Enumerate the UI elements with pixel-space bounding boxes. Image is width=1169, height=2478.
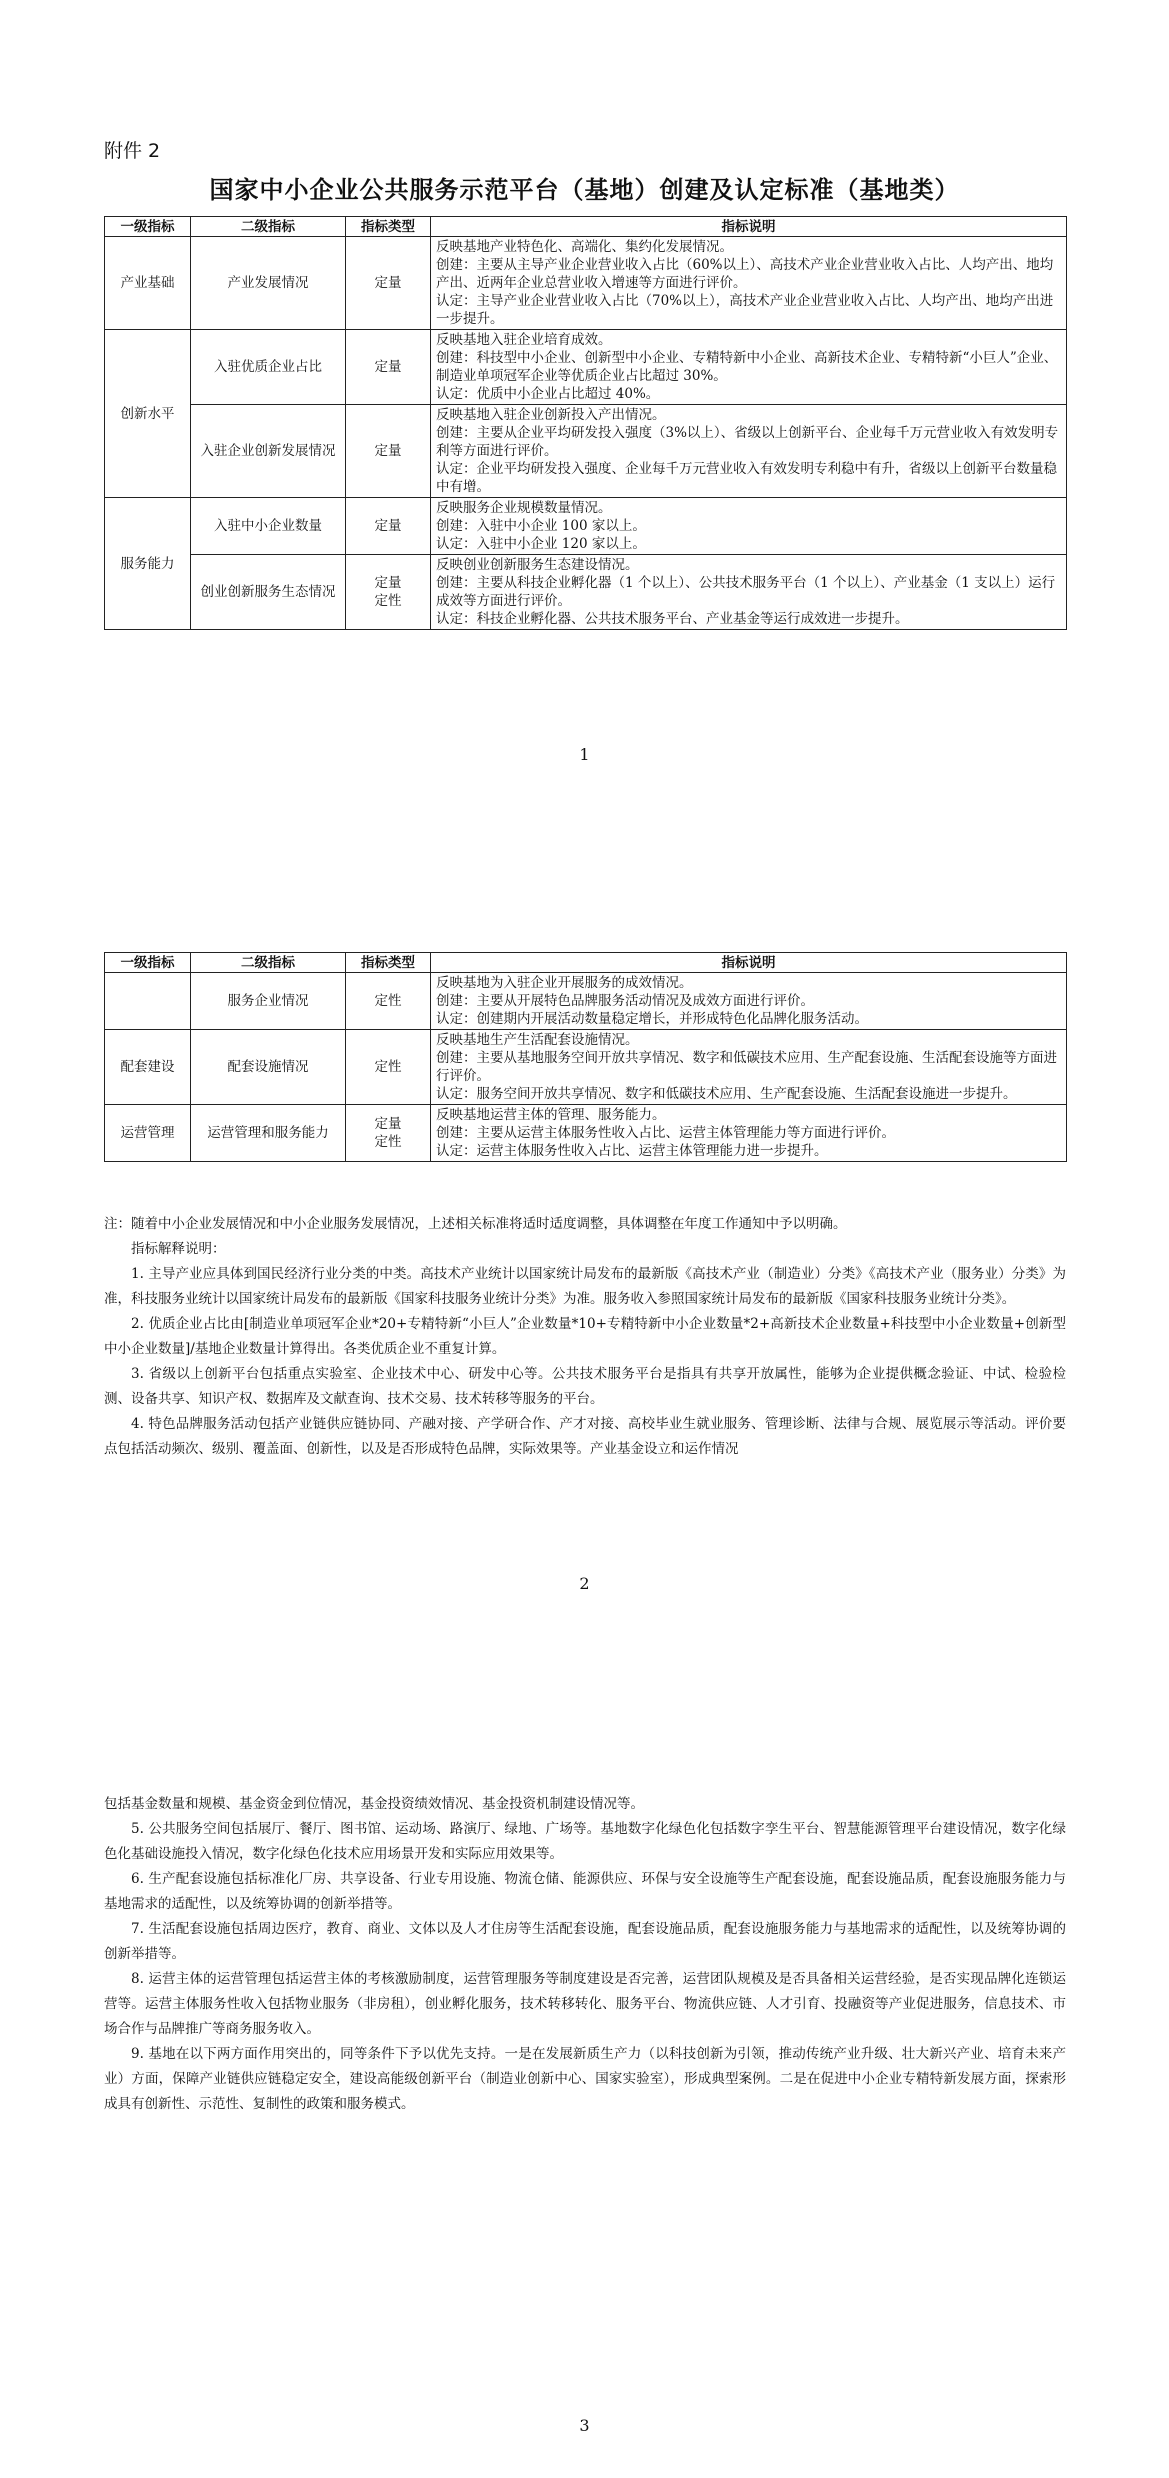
indicator-type-cell: 定量 — [346, 237, 431, 330]
note-paragraph: 2. 优质企业占比由[制造业单项冠军企业*20+专精特新“小巨人”企业数量*10+专精特新中小企业数量*2+高新技术企业数量+科技型中小企业数量+创新型中小企业数量]/基地企业数量计算得出。各类优质企业不重复计算。 — [104, 1316, 1066, 1357]
level1-indicator-cell: 服务能力 — [105, 498, 191, 630]
level2-indicator-cell: 配套设施情况 — [191, 1030, 346, 1105]
level2-indicator-cell: 创业创新服务生态情况 — [191, 555, 346, 630]
page-3 — [0, 1652, 1169, 2478]
indicator-description-cell — [431, 405, 1067, 498]
header-description: 指标说明 — [431, 217, 1067, 237]
description-line: 认定：创建期内开展活动数量稳定增长，并形成特色化品牌化服务活动。 — [436, 1011, 868, 1027]
table-row — [105, 1030, 1067, 1105]
table-row — [105, 555, 1067, 630]
table-body — [105, 237, 1067, 630]
header-type: 指标类型 — [346, 217, 431, 237]
indicator-description-cell — [431, 1105, 1067, 1162]
description-line: 反映基地生产生活配套设施情况。 — [436, 1032, 639, 1048]
level1-indicator-cell: 运营管理 — [105, 1105, 191, 1162]
level2-indicator-cell: 服务企业情况 — [191, 973, 346, 1030]
table-body — [105, 973, 1067, 1162]
table-header-row — [105, 217, 1067, 237]
indicator-type-cell: 定量 — [346, 498, 431, 555]
header-level2: 二级指标 — [191, 217, 346, 237]
table-row — [105, 498, 1067, 555]
page-number: 3 — [579, 2416, 590, 2435]
header-type: 指标类型 — [346, 953, 431, 973]
description-line: 创建：主要从科技企业孵化器（1 个以上）、公共技术服务平台（1 个以上）、产业基金（1 支以上）运行成效等方面进行评价。 — [436, 575, 1056, 609]
description-line: 反映基地产业特色化、高端化、集约化发展情况。 — [436, 239, 733, 255]
level1-indicator-cell: 产业基础 — [105, 237, 191, 330]
description-line: 反映创业创新服务生态建设情况。 — [436, 557, 639, 573]
indicator-description-cell — [431, 555, 1067, 630]
description-line: 反映基地入驻企业培育成效。 — [436, 332, 612, 348]
description-line: 认定：运营主体服务性收入占比、运营主体管理能力进一步提升。 — [436, 1143, 828, 1159]
description-line: 反映基地运营主体的管理、服务能力。 — [436, 1107, 666, 1123]
description-line: 认定：服务空间开放共享情况、数字和低碳技术应用、生产配套设施、生活配套设施进一步提升。 — [436, 1086, 1017, 1102]
indicator-type-cell: 定性 — [346, 973, 431, 1030]
header-description: 指标说明 — [431, 953, 1067, 973]
indicator-type-cell: 定性 — [346, 1030, 431, 1105]
level2-indicator-cell: 入驻优质企业占比 — [191, 330, 346, 405]
note-paragraph: 5. 公共服务空间包括展厅、餐厅、图书馆、运动场、路演厅、绿地、广场等。基地数字化绿色化包括数字孪生平台、智慧能源管理平台建设情况，数字化绿色化基础设施投入情况，数字化绿色化技术应用场景开发和实际应用效果等。 — [104, 1821, 1066, 1862]
note-paragraph: 3. 省级以上创新平台包括重点实验室、企业技术中心、研发中心等。公共技术服务平台是指具有共享开放属性，能够为企业提供概念验证、中试、检验检测、设备共享、知识产权、数据库及文献查询、技术交易、技术转移等服务的平台。 — [104, 1366, 1066, 1407]
description-line: 创建：主要从企业平均研发投入强度（3%以上）、省级以上创新平台、企业每千万元营业收入有效发明专利等方面进行评价。 — [436, 425, 1059, 459]
indicator-description-cell — [431, 237, 1067, 330]
description-line: 创建：主要从开展特色品牌服务活动情况及成效方面进行评价。 — [436, 993, 814, 1009]
level1-indicator-cell — [105, 973, 191, 1030]
notes-section — [104, 1212, 1066, 1462]
description-line: 创建：主要从基地服务空间开放共享情况、数字和低碳技术应用、生产配套设施、生活配套设施等方面进行评价。 — [436, 1050, 1057, 1084]
standards-table-part-2 — [104, 952, 1067, 1162]
header-level2: 二级指标 — [191, 953, 346, 973]
level1-indicator-cell: 配套建设 — [105, 1030, 191, 1105]
description-line: 认定：企业平均研发投入强度、企业每千万元营业收入有效发明专利稳中有升，省级以上创新平台数量稳中有增。 — [436, 461, 1057, 495]
description-line: 认定：科技企业孵化器、公共技术服务平台、产业基金等运行成效进一步提升。 — [436, 611, 909, 627]
description-line: 反映基地为入驻企业开展服务的成效情况。 — [436, 975, 693, 991]
table-header-row — [105, 953, 1067, 973]
description-line: 创建：主要从运营主体服务性收入占比、运营主体管理能力等方面进行评价。 — [436, 1125, 895, 1141]
notes-section — [104, 1792, 1066, 2117]
attachment-label: 附件 2 — [104, 140, 161, 162]
note-paragraph: 指标解释说明： — [131, 1241, 226, 1257]
level2-indicator-cell: 产业发展情况 — [191, 237, 346, 330]
description-line: 认定：入驻中小企业 120 家以上。 — [436, 536, 646, 552]
description-line: 认定：主导产业企业营业收入占比（70%以上），高技术产业企业营业收入占比、人均产出、地均产出进一步提升。 — [436, 293, 1054, 327]
note-paragraph: 4. 特色品牌服务活动包括产业链供应链协同、产融对接、产学研合作、产才对接、高校毕业生就业服务、管理诊断、法律与合规、展览展示等活动。评价要点包括活动频次、级别、覆盖面、创新性，以及是否形成特色品牌，实际效果等。产业基金设立和运作情况 — [104, 1416, 1066, 1457]
description-line: 反映服务企业规模数量情况。 — [436, 500, 612, 516]
table-row — [105, 237, 1067, 330]
indicator-description-cell — [431, 973, 1067, 1030]
table-row — [105, 405, 1067, 498]
note-paragraph: 注：随着中小企业发展情况和中小企业服务发展情况，上述相关标准将适时适度调整，具体调整在年度工作通知中予以明确。 — [104, 1216, 847, 1232]
level2-indicator-cell: 运营管理和服务能力 — [191, 1105, 346, 1162]
note-paragraph: 1. 主导产业应具体到国民经济行业分类的中类。高技术产业统计以国家统计局发布的最新版《高技术产业（制造业）分类》《高技术产业（服务业）分类》为准，科技服务业统计以国家统计局发布的最新版《国家科技服务业统计分类》为准。服务收入参照国家统计局发布的最新版《国家科技服务业统计分类》。 — [104, 1266, 1066, 1307]
indicator-type-cell: 定量 定性 — [346, 555, 431, 630]
indicator-type-cell: 定量 — [346, 330, 431, 405]
description-line: 创建：主要从主导产业企业营业收入占比（60%以上）、高技术产业企业营业收入占比、人均产出、地均产出、近两年企业总营业收入增速等方面进行评价。 — [436, 257, 1054, 291]
note-paragraph: 7. 生活配套设施包括周边医疗，教育、商业、文体以及人才住房等生活配套设施，配套设施品质，配套设施服务能力与基地需求的适配性，以及统筹协调的创新举措等。 — [104, 1921, 1066, 1962]
indicator-description-cell — [431, 498, 1067, 555]
note-paragraph: 6. 生产配套设施包括标准化厂房、共享设备、行业专用设施、物流仓储、能源供应、环保与安全设施等生产配套设施，配套设施品质，配套设施服务能力与基地需求的适配性，以及统筹协调的创新举措等。 — [104, 1871, 1066, 1912]
indicator-type-cell: 定量 — [346, 405, 431, 498]
page-number: 2 — [579, 1574, 590, 1593]
note-paragraph: 包括基金数量和规模、基金资金到位情况，基金投资绩效情况、基金投资机制建设情况等。 — [104, 1796, 644, 1812]
note-paragraph: 8. 运营主体的运营管理包括运营主体的考核激励制度，运营管理服务等制度建设是否完善，运营团队规模及是否具备相关运营经验，是否实现品牌化连锁运营等。运营主体服务性收入包括物业服务（非房租），创业孵化服务，技术转移转化、服务平台、物流供应链、人才引育、投融资等产业促进服务，信息技术、市场合作与品牌推广等商务服务收入。 — [104, 1971, 1066, 2037]
table-row — [105, 973, 1067, 1030]
note-paragraph: 9. 基地在以下两方面作用突出的，同等条件下予以优先支持。一是在发展新质生产力（以科技创新为引领，推动传统产业升级、壮大新兴产业、培育未来产业）方面，保障产业链供应链稳定安全，建设高能级创新平台（制造业创新中心、国家实验室），形成典型案例。二是在促进中小企业专精特新发展方面，探索形成具有创新性、示范性、复制性的政策和服务模式。 — [104, 2046, 1066, 2112]
indicator-type-cell: 定量 定性 — [346, 1105, 431, 1162]
indicator-description-cell — [431, 1030, 1067, 1105]
indicator-description-cell — [431, 330, 1067, 405]
level2-indicator-cell: 入驻中小企业数量 — [191, 498, 346, 555]
description-line: 认定：优质中小企业占比超过 40%。 — [436, 386, 660, 402]
document-title: 国家中小企业公共服务示范平台（基地）创建及认定标准（基地类） — [209, 176, 960, 204]
page-1 — [0, 0, 1169, 826]
page-2 — [0, 826, 1169, 1652]
page-number: 1 — [579, 745, 590, 764]
header-level1: 一级指标 — [105, 953, 191, 973]
description-line: 创建：科技型中小企业、创新型中小企业、专精特新中小企业、高新技术企业、专精特新“小巨人”企业、制造业单项冠军企业等优质企业占比超过 30%。 — [436, 350, 1058, 384]
description-line: 创建：入驻中小企业 100 家以上。 — [436, 518, 646, 534]
level2-indicator-cell: 入驻企业创新发展情况 — [191, 405, 346, 498]
table-row — [105, 330, 1067, 405]
standards-table-part-1 — [104, 216, 1067, 630]
header-level1: 一级指标 — [105, 217, 191, 237]
table-row — [105, 1105, 1067, 1162]
description-line: 反映基地入驻企业创新投入产出情况。 — [436, 407, 666, 423]
level1-indicator-cell: 创新水平 — [105, 330, 191, 498]
